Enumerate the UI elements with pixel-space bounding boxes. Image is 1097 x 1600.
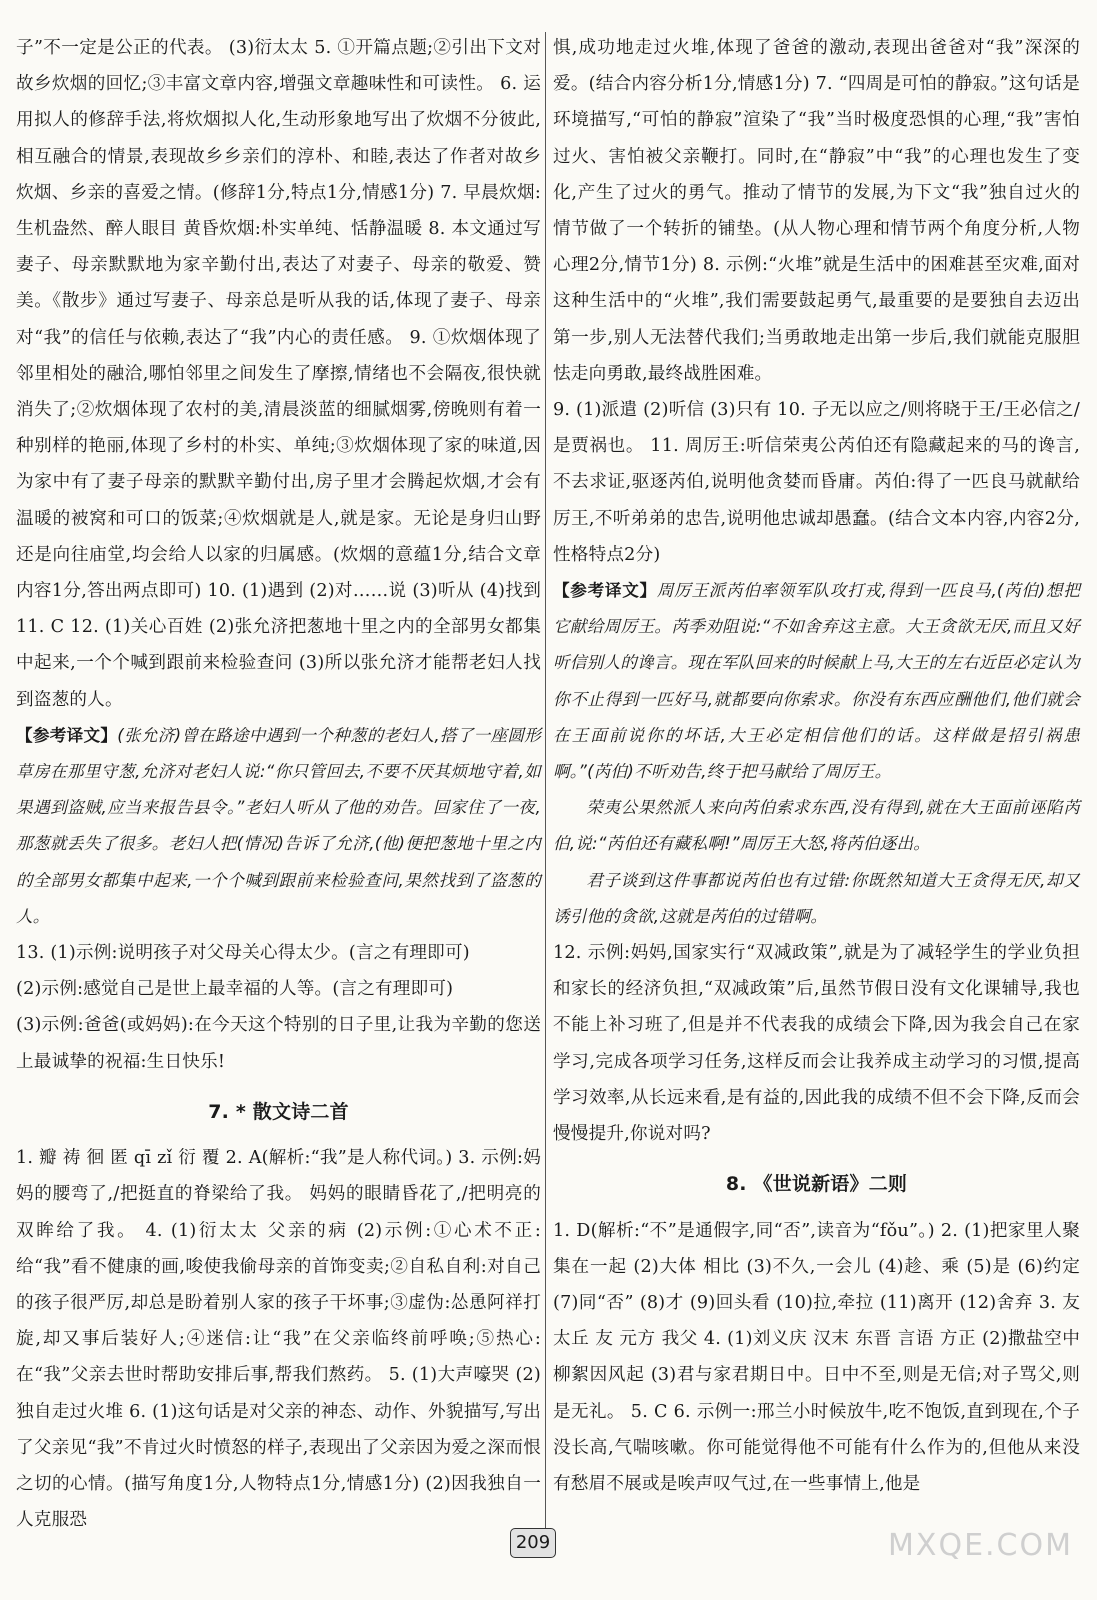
translation-text-3: 君子谈到这件事都说芮伯也有过错:你既然知道大王贪得无厌,却又诱引他的贪欲,这就是芮伯的过错啊。	[553, 870, 1080, 926]
answer-13-3: (3)示例:爸爸(或妈妈):在今天这个特别的日子里,让我为辛勤的您送上最诚挚的祝福:生日快乐!	[16, 1015, 541, 1072]
answer-13-2: (2)示例:感觉自己是世上最幸福的人等。(言之有理即可)	[16, 979, 454, 1000]
answer-block-7-classical: 9. (1)派遣 (2)听信 (3)只有 10. 子无以应之/则将晓于王/王必信之/是贾祸也。 11. 周厉王:听信荣夷公芮伯还有隐藏起来的马的谗言,不去求证,驱逐芮伯,说明他贪婪而昏庸。芮伯:得了一匹良马就献给厉王,不听弟弟的忠告,说明他忠诚却愚蠢。(结合文本内容,内容2分,性格特点2分)	[553, 400, 1080, 565]
section-title-8: 8. 《世说新语》二则	[725, 1173, 908, 1196]
page-number: 209	[510, 1528, 556, 1558]
right-column	[553, 30, 1080, 1502]
answer-block-6: 子”不一定是公正的代表。 (3)衍太太 5. ①开篇点题;②引出下文对故乡炊烟的回忆;③丰富文章内容,增强文章趣味性和可读性。 6. 运用拟人的修辞手法,将炊烟拟人化,生动形象地写出了炊烟不分彼此,相互融合的情景,表现故乡乡亲们的淳朴、和睦,表达了作者对故乡炊烟、乡亲的喜爱之情。(修辞1分,特点1分,情感1分) 7. 早晨炊烟:生机盎然、醉人眼目 黄昏炊烟:朴实单纯、恬静温暖 8. 本文通过写妻子、母亲默默地为家辛勤付出,表达了对妻子、母亲的敬爱、赞美。《散步》通过写妻子、母亲总是听从我的话,体现了妻子、母亲对“我”的信任与依赖,表达了“我”内心的责任感。 9. ①炊烟体现了邻里相处的融洽,哪怕邻里之间发生了摩擦,情绪也不会隔夜,很快就消失了;②炊烟体现了农村的美,清晨淡蓝的细腻烟雾,傍晚则有着一种别样的艳丽,体现了乡村的朴实、单纯;③炊烟体现了家的味道,因为家中有了妻子母亲的默默辛勤付出,房子里才会腾起炊烟,才会有温暖的被窝和可口的饭菜;④炊烟就是人,就是家。无论是身归山野还是向往庙堂,均会给人以家的归属感。(炊烟的意蕴1分,结合文章内容1分,答出两点即可) 10. (1)遇到 (2)对……说 (3)听从 (4)找到 11. C 12. (1)关心百姓 (2)张允济把葱地十里之内的全部男女都集中起来,一个个喊到跟前来检验查问 (3)所以张允济才能帮老妇人找到盗葱的人。	[16, 38, 541, 710]
translation-text-1: 周厉王派芮伯率领军队攻打戎,得到一匹良马,(芮伯)想把它献给周厉王。芮季劝阻说:“不如舍弃这主意。大王贪欲无厌,而且又好听信别人的谗言。现在军队回来的时候献上马,大王的左右近臣必定认为你不止得到一匹好马,就都要向你索求。你没有东西应酬他们,他们就会在王面前说你的坏话,大王必定相信他们的话。这样做是招引祸患啊。”(芮伯)不听劝告,终于把马献给了周厉王。	[553, 581, 1080, 782]
translation-label: 【参考译文】	[16, 725, 118, 745]
answer-block-7-cont: 惧,成功地走过火堆,体现了爸爸的激动,表现出爸爸对“我”深深的爱。(结合内容分析1分,情感1分) 7. “四周是可怕的静寂。”这句话是环境描写,“可怕的静寂”渲染了“我”当时极度恐惧的心理,“我”害怕过火、害怕被父亲鞭打。同时,在“静寂”中“我”的心理也发生了变化,产生了过火的勇气。推动了情节的发展,为下文“我”独自过火的情节做了一个转折的铺垫。(从人物心理和情节两个角度分析,人物心理2分,情节1分) 8. 示例:“火堆”就是生活中的困难甚至灾难,面对这种生活中的“火堆”,我们需要鼓起勇气,最重要的是要独自去迈出第一步,别人无法替代我们;当勇敢地走出第一步后,我们就能克服胆怯走向勇敢,最终战胜困难。	[553, 38, 1080, 384]
translation-text: (张允济)曾在路途中遇到一个种葱的老妇人,搭了一座圆形草房在那里守葱,允济对老妇人说:“你只管回去,不要不厌其烦地守着,如果遇到盗贼,应当来报告县令。”老妇人听从了他的劝告。回家住了一夜,那葱就丢失了很多。老妇人把(情况)告诉了允济,(他)便把葱地十里之内的全部男女都集中起来,一个个喊到跟前来检验查问,果然找到了盗葱的人。	[16, 725, 542, 926]
translation-rui-bo	[553, 573, 1080, 790]
watermark-logo: MXQE.COM	[888, 1528, 1073, 1563]
section-title-7: 7. * 散文诗二首	[208, 1100, 349, 1123]
column-divider	[545, 32, 546, 1557]
translation-zhang-yunji	[16, 718, 541, 935]
answer-block-8: 1. D(解析:“不”是通假字,同“否”,读音为“fǒu”。) 2. (1)把家里人聚集在一起 (2)大体 相比 (3)不久,一会儿 (4)趁、乘 (5)是 (6)约定 (7)同“否” (8)才 (9)回头看 (10)拉,牵拉 (11)离开 (12)舍弃 3. 友 太丘 友 元方 我父 4. (1)刘义庆 汉末 东晋 言语 方正 (2)撒盐空中 柳絮因风起 (3)君与家君期日中。日中不至,则是无信;对子骂父,则是无礼。 5. C 6. 示例一:邢兰小时候放牛,吃不饱饭,直到现在,个子没长高,气喘咳嗽。你可能觉得他不可能有什么作为的,但他从来没有愁眉不展或是唉声叹气过,在一些事情上,他是	[553, 1220, 1080, 1494]
left-column	[16, 30, 541, 1538]
answer-13-1: 13. (1)示例:说明孩子对父母关心得太少。(言之有理即可)	[16, 943, 470, 964]
translation-label: 【参考译文】	[553, 581, 657, 601]
answer-block-7: 1. 瓣 祷 徊 匿 qī zǐ 衍 覆 2. A(解析:“我”是人称代词。) 3. 示例:妈妈的腰弯了,/把挺直的脊梁给了我。 妈妈的眼睛昏花了,/把明亮的双眸给了我。 4. (1)衍太太 父亲的病 (2)示例:①心术不正:给“我”看不健康的画,唆使我偷母亲的首饰变卖;②自私自利:对自己的孩子很严厉,却总是盼着别人家的孩子干坏事;③虚伪:怂恿阿祥打旋,却又事后装好人;④迷信:让“我”在父亲临终前呼唤;⑤热心:在“我”父亲去世时帮助安排后事,帮我们熬药。 5. (1)大声嚎哭 (2)独自走过火堆 6. (1)这句话是对父亲的神态、动作、外貌描写,写出了父亲见“我”不肯过火时愤怒的样子,表现出了父亲因为爱之深而恨之切的心情。(描写角度1分,人物特点1分,情感1分) (2)因我独自一人克服恐	[16, 1148, 541, 1531]
translation-text-2: 荣夷公果然派人来向芮伯索求东西,没有得到,就在大王面前诬陷芮伯,说:“芮伯还有藏私啊!”周厉王大怒,将芮伯逐出。	[553, 798, 1080, 854]
answer-12: 12. 示例:妈妈,国家实行“双减政策”,就是为了减轻学生的学业负担和家长的经济负担,“双减政策”后,虽然节假日没有文化课辅导,我也不能上补习班了,但是并不代表我的成绩会下降,因为我会自己在家学习,完成各项学习任务,这样反而会让我养成主动学习的习惯,提高学习效率,从长远来看,是有益的,因此我的成绩不但不会下降,反而会慢慢提升,你说对吗?	[553, 943, 1080, 1145]
